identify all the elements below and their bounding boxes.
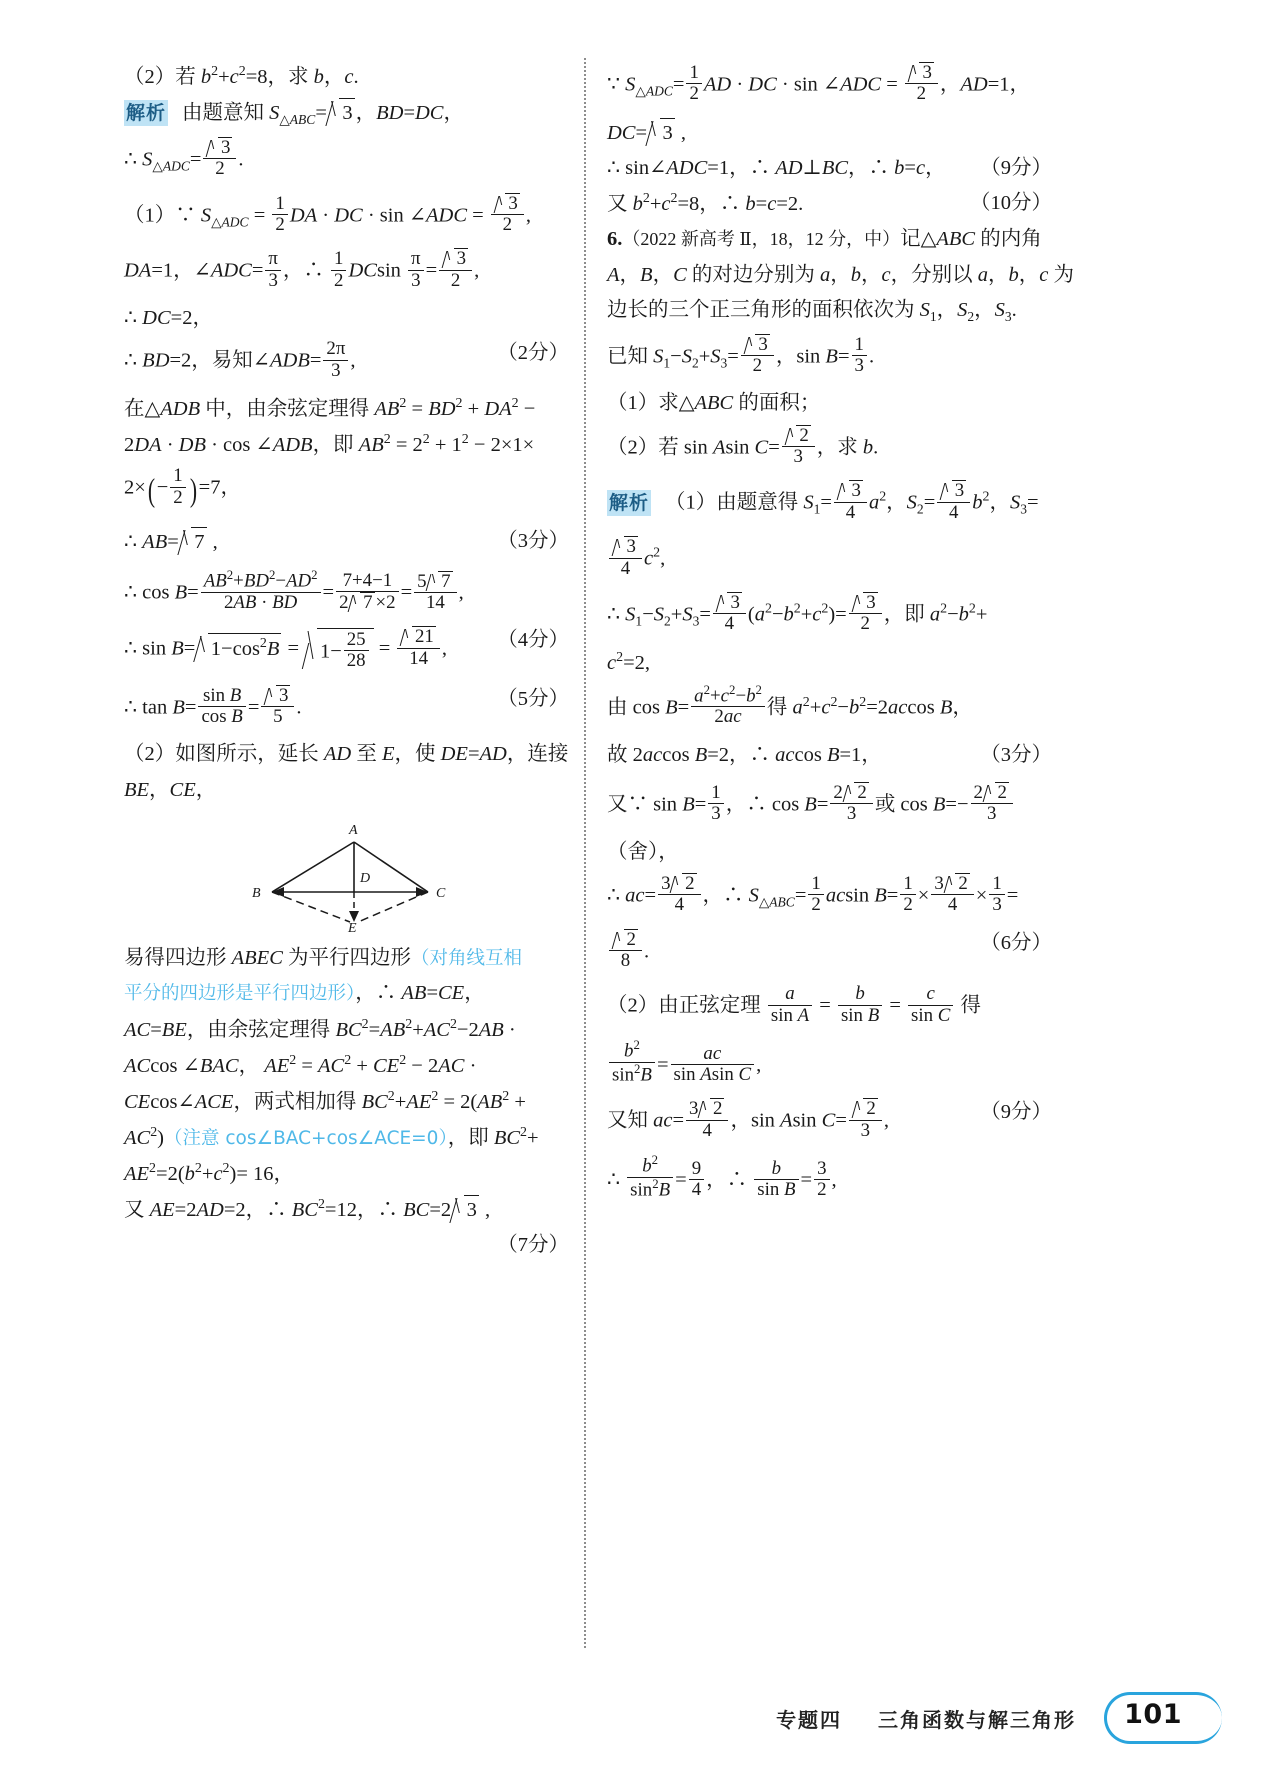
footer-subject: 三角函数与解三角形 xyxy=(878,1707,1076,1732)
line-bc-result: 又 AE=2AD=2，∴ $BC^2=12$，∴ BC=2 3 , xyxy=(124,1195,569,1224)
solution-heading-6: 解析 （1）由题意得 $S_1=$ $\frac{3}{4}$ $a^2$，$S_2=$ $\frac{3}{4}$ $b^2$，$S_3=$ xyxy=(609,480,1039,523)
line-s3: $\frac{3}{4}$ $c^2$, xyxy=(607,536,1052,579)
line-cos-b: ∴ cos B= $\frac{AB^2+BD^2-AD^2}{2AB \cdot BD}$ = $\frac{7+4-1}{2 7 \times 2}$ = $\frac{5 7}{14}$ , xyxy=(124,568,464,613)
line-note-cos-sum: $AC^2$)（注意 cos∠BAC+cos∠ACE=0），即 $BC^2+$ xyxy=(124,1124,539,1149)
line-sine-law: （2）由正弦定理 $\frac{a}{\text{sin A}}$ = $\frac{b}{\text{sin B}}$ = $\frac{c}{\text{sin C}}$ 得 xyxy=(607,983,981,1026)
note-text: （对角线互相 xyxy=(411,948,523,970)
geometry-figure xyxy=(124,814,569,932)
problem-6-line2: A，B，C 的对边分别为 a，b，c，分别以 a，b，c 为 xyxy=(607,263,1074,286)
line-known-ac: 又知 ac= $\frac{3 2}{4}$ ，sin Asin C= $\frac{2}{3}$ , （9分） xyxy=(607,1098,1052,1141)
line-cosine-law-2: 2DA · DB · cos ∠ADB，即 $AB^2 = 2^2 + 1^2 - 2\times 1\times$ xyxy=(124,432,535,456)
line-discard: （舍）， xyxy=(607,840,679,863)
line-tan-b: ∴ tan B= $\frac{\text{sin B}}{\text{cos B}}$ = $\frac{3}{5}$ . （5分） xyxy=(124,684,569,728)
line-ae2: $AE^2=2(b^2+c^2)= 16$， xyxy=(124,1161,295,1185)
problem-6-header: 6.（2022 新高考 Ⅱ，18，12 分，中）记△ABC 的内角 xyxy=(607,228,1042,251)
problem-6-line3: 边长的三个正三角形的面积依次为 $S_1$，$S_2$，$S_3$. xyxy=(607,298,1017,325)
svg-text:E: E xyxy=(347,921,357,933)
problem-6-part2: （2）若 sin Asin C= $\frac{2}{3}$ ，求 b. xyxy=(607,424,879,468)
note-text: 平分的四边形是平行四边形） xyxy=(124,983,356,1005)
problem-6-part1: （1）求△ABC 的面积； xyxy=(607,392,821,415)
problem-5-part2: （2）若 $b^2+c^2=8$，求 b，c. xyxy=(124,64,359,88)
line-b-c-2: 又 $b^2+c^2=8$，∴ b=c=2. （10分） xyxy=(607,189,1052,218)
score-mark: （6分） xyxy=(980,931,1052,954)
line-area-abc: ∴ ac= $\frac{3 2}{4}$ ，∴ $S_{\triangle ABC}=$ $\frac{1}{2}$ acsin B= $\frac{1}{2}$ × $\frac{3 2}{4}$ × $\frac{1}{3}$ = xyxy=(607,872,1019,916)
line-parallelogram-1: 易得四边形 ABEC 为平行四边形（对角线互相 xyxy=(124,947,523,970)
line-cosine-law-1: 在△ADB 中，由余弦定理得 $AB^2 = BD^2 + DA^2$ − xyxy=(124,396,536,420)
column-divider xyxy=(584,58,586,1648)
line-cos-b-law: 由 cos B= $\frac{a^2+c^2-b^2}{2ac}$ 得 $a^2+c^2-b^2=2accos$ B， xyxy=(607,682,973,728)
score-mark: （10分） xyxy=(970,192,1052,215)
svg-text:C: C xyxy=(435,886,445,902)
line-area-result: $\frac{2}{8}$ . （6分） xyxy=(607,929,1052,972)
line-sadc-right: ∵ $S_{\triangle ADC}=$ $\frac{1}{2}$ AD · DC · sin ∠ADC = $\frac{3}{2}$ ，AD=1， xyxy=(607,62,1031,105)
line-da-angle: DA=1，∠ADC= $\frac{\pi}{3}$ ，∴ $\frac{1}{2}$ DCsin $\frac{\pi}{3}$ = $\frac{3}{2}$ , xyxy=(124,248,480,291)
svg-text:B: B xyxy=(251,886,261,902)
parallelogram-abec-svg xyxy=(232,814,462,932)
score-mark: （3分） xyxy=(497,530,569,553)
footer-topic: 专题四 xyxy=(776,1707,843,1732)
footer-title xyxy=(776,1704,1076,1733)
analysis-tag: 解析 xyxy=(607,490,651,516)
solution-heading-5: 解析 由题意知 $S_{\triangle ABC}= 3$ ，BD=DC， xyxy=(124,98,569,130)
svg-text:D: D xyxy=(359,871,370,887)
line-bd-2: ∴ BD=2，易知∠ADB= $\frac{2\pi}{3}$ , （2分） xyxy=(124,338,569,381)
line-dc-2: ∴ DC=2， xyxy=(124,307,213,330)
line-sadc: ∴ $S_{\triangle ADC}=$ $\frac{3}{2}$ . xyxy=(124,136,244,180)
score-mark: （2分） xyxy=(497,342,569,365)
line-parallelogram-2: 平分的四边形是平行四边形），∴ AB=CE， xyxy=(124,982,485,1005)
score-mark: （7分） xyxy=(497,1234,569,1257)
line-sin-b: ∴ $\sin B= 1-\cos^2B = 1-$ $\frac{25}{28}$ = $\frac{21}{14}$ , （4分） xyxy=(124,626,569,672)
line-ab-sqrt7: ∴ AB= 7 , （3分） xyxy=(124,527,569,556)
line-ac-be: AC=BE，由余弦定理得 $BC^2=AB^2+AC^2-2AB$ · xyxy=(124,1016,516,1041)
page-footer xyxy=(0,1690,1276,1746)
line-accos-1: 故 2accos B=2，∴ accos B=1， （3分） xyxy=(607,741,1052,769)
line-cosine-law-3: 2×(− $\frac{1}{2}$ )=7， xyxy=(124,465,241,509)
problem-number: 6. xyxy=(607,228,623,251)
score-mark: （4分） xyxy=(497,629,569,652)
line-cecos-ace: CEcos∠ACE，两式相加得 $BC^2+AE^2 = 2(AB^2$ + xyxy=(124,1088,526,1113)
line-c2-2: $c^2=2$, xyxy=(607,649,651,674)
line-s-sum: ∴ $S_1-S_2+S_3=$ $\frac{3}{4}$ $(a^2-b^2+c^2)=$ $\frac{3}{2}$ ，即 $a^2-b^2+$ xyxy=(607,591,988,635)
page-number: 101 xyxy=(1124,1699,1182,1730)
line-be-ce: BE，CE， xyxy=(124,778,217,801)
line-sin-adc-1: ∴ sin∠ADC=1，∴ AD⊥BC，∴ b=c， （9分） xyxy=(607,154,1052,182)
analysis-tag: 解析 xyxy=(124,100,168,126)
line-final-ratio: ∴ $\frac{b^2}{\sin^2B}$ = $\frac{9}{4}$ ，∴ $\frac{b}{\text{sin B}}$ = $\frac{3}{2}$ , xyxy=(607,1153,837,1201)
line-accos-bac: ACcos ∠BAC， $AE^2 = AC^2 + CE^2 - 2AC$ · xyxy=(124,1052,477,1077)
line-dc-sqrt3: DC= 3 , xyxy=(607,118,1052,147)
score-mark: （9分） xyxy=(980,157,1052,179)
svg-text:A: A xyxy=(348,823,358,839)
left-column xyxy=(124,62,569,1267)
line-b2-ratio: $\frac{b^2}{\sin^2B}$ = $\frac{ac}{\text{sin Asin C}}$ , xyxy=(607,1039,1052,1085)
score-mark: （3分） xyxy=(980,743,1052,766)
score-mark: （5分） xyxy=(497,687,569,710)
line-part1-area: （1）∵ $S_{\triangle ADC}$ = $\frac{1}{2}$ DA · DC · sin ∠ADC = $\frac{3}{2}$ , xyxy=(124,192,531,235)
line-part2-construct: （2）如图所示，延长 AD 至 E，使 DE=AD，连接 xyxy=(124,743,569,766)
line-score-7 xyxy=(124,1231,569,1259)
right-column xyxy=(607,62,1074,1213)
score-mark: （9分） xyxy=(980,1101,1052,1124)
line-cos-b-values: 又∵ sin B= $\frac{1}{3}$ ，∴ cos B= $\frac{2 2}{3}$ 或 cos B=− $\frac{2 2}{3}$ xyxy=(607,782,1052,825)
problem-6-given: 已知 $S_1-S_2+S_3=$ $\frac{3}{2}$ ，sin B= $\frac{1}{3}$ . xyxy=(607,333,875,377)
note-text: （注意 cos∠BAC+cos∠ACE=0） xyxy=(164,1127,448,1149)
page-number-container xyxy=(1092,1690,1188,1746)
